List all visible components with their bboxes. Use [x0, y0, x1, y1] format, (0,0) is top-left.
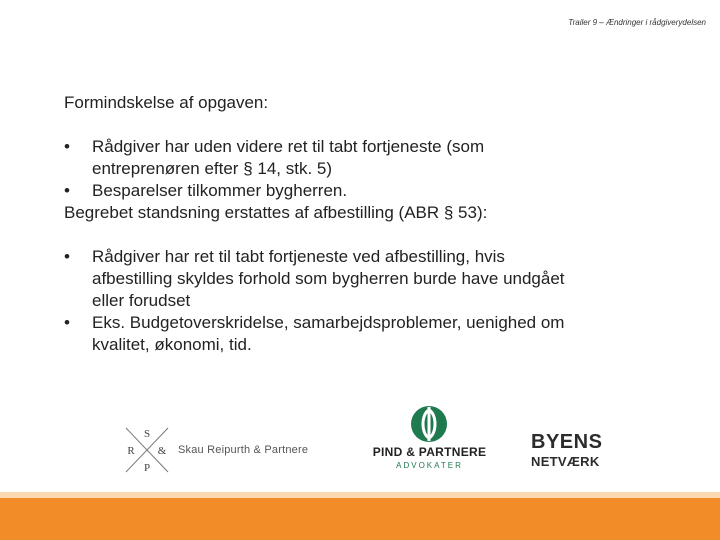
bullet-icon: •	[64, 313, 70, 332]
header-note: Trailer 9 – Ændringer i rådgiverydelsen	[568, 18, 706, 27]
srp-letter-s: S	[143, 428, 151, 440]
srp-logo	[122, 426, 332, 474]
bullet-icon: •	[64, 137, 70, 156]
list-item	[64, 136, 684, 180]
srp-letter-r: R	[127, 445, 135, 457]
pind-emblem-icon	[409, 404, 449, 444]
pind-subtitle: ADVOKATER	[396, 461, 463, 470]
list-item	[64, 246, 684, 312]
byens-netvaerk-logo	[531, 432, 631, 476]
pind-logo	[362, 404, 497, 476]
bullet-text: Besparelser tilkommer bygherren.	[92, 181, 348, 200]
section2-list	[64, 246, 684, 356]
bullet-icon: •	[64, 181, 70, 200]
bullet-text: afbestilling skyldes forhold som bygherren burde have undgået	[92, 269, 565, 288]
bullet-text: entreprenøren efter § 14, stk. 5)	[92, 159, 333, 178]
srp-letter-amp: &	[157, 445, 167, 457]
pind-name: PIND & PARTNERE	[372, 445, 487, 459]
bullet-text: Eks. Budgetoverskridelse, samarbejdsproblemer, uenighed om	[92, 313, 565, 332]
byens-line2: NETVÆRK	[531, 454, 600, 469]
bullet-text: eller forudset	[92, 291, 191, 310]
footer-bar	[0, 498, 720, 540]
srp-monogram-icon	[122, 426, 172, 474]
byens-line1: BYENS	[531, 431, 603, 453]
slide-content	[64, 92, 684, 356]
srp-name: Skau Reipurth & Partnere	[178, 444, 309, 456]
bullet-text: Rådgiver har ret til tabt fortjeneste ved afbestilling, hvis	[92, 247, 505, 266]
partner-logos	[0, 404, 720, 476]
list-item	[64, 180, 684, 202]
bullet-text: Rådgiver har uden videre ret til tabt fortjeneste (som	[92, 137, 485, 156]
srp-letter-p: P	[143, 462, 151, 474]
section2-heading: Begrebet standsning erstattes af afbestilling (ABR § 53):	[64, 203, 488, 222]
section1-heading: Formindskelse af opgaven:	[64, 93, 269, 112]
list-item	[64, 312, 684, 356]
section1-list	[64, 136, 684, 202]
bullet-text: kvalitet, økonomi, tid.	[92, 335, 252, 354]
bullet-icon: •	[64, 247, 70, 266]
